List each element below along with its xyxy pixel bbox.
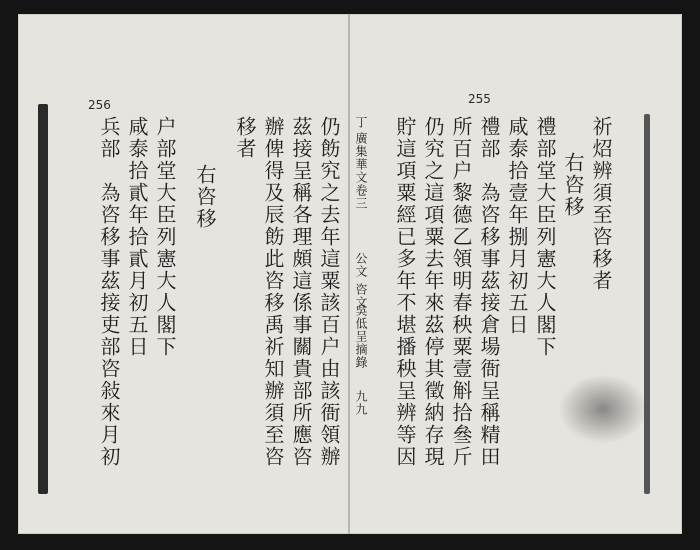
text-column: 辦俾得及辰飭此咨移禹祈知辦須至咨 — [261, 116, 285, 468]
footer-page: 九九 — [354, 390, 368, 416]
page-number-right: 255 — [468, 92, 491, 106]
text-column: 茲接呈稱各理頗這係事關貴部所應咨 — [289, 116, 313, 468]
ink-smudge — [558, 374, 648, 444]
text-column: 右咨移 — [561, 152, 585, 218]
left-edge-stain — [38, 104, 48, 494]
text-column: 仍飭究之去年這粟該百户由該衙領辦 — [317, 116, 341, 468]
text-column: 咸泰拾壹年捌月初五日 — [505, 116, 529, 336]
text-column: 右咨移 — [193, 164, 217, 230]
text-column: 祈炤辨須至咨移者 — [589, 116, 613, 292]
footer-source: 廣集華文卷三 — [354, 132, 368, 210]
footer-editor: 吳低呈摘錄 — [354, 304, 368, 369]
text-column: 禮部堂大臣列憲大人閣下 — [533, 116, 557, 358]
page-fold — [348, 14, 350, 534]
text-column: 所百户黎德乙領明春秧粟壹斛拾叄斤 — [449, 116, 473, 468]
page-number-left: 256 — [88, 98, 111, 112]
footer-category: 公文 咨文 — [354, 252, 368, 309]
footer-marker: 丁 — [354, 116, 368, 129]
text-column: 户部堂大臣列憲大人閣下 — [153, 116, 177, 358]
text-column: 移者 — [233, 116, 257, 160]
text-column: 禮部 為咨移事茲接倉場衙呈稱精田 — [477, 116, 501, 468]
text-column: 仍究之這項粟去年來茲停其徵納存現 — [421, 116, 445, 468]
text-column: 咸泰拾貳年拾貳月初五日 — [125, 116, 149, 358]
text-column: 兵部 為咨移事茲接吏部咨敍來月初 — [97, 116, 121, 468]
text-column: 貯這項粟經已多年不堪播秧呈辨等因 — [393, 116, 417, 468]
document-page — [18, 14, 682, 534]
right-edge-stain — [644, 114, 650, 494]
